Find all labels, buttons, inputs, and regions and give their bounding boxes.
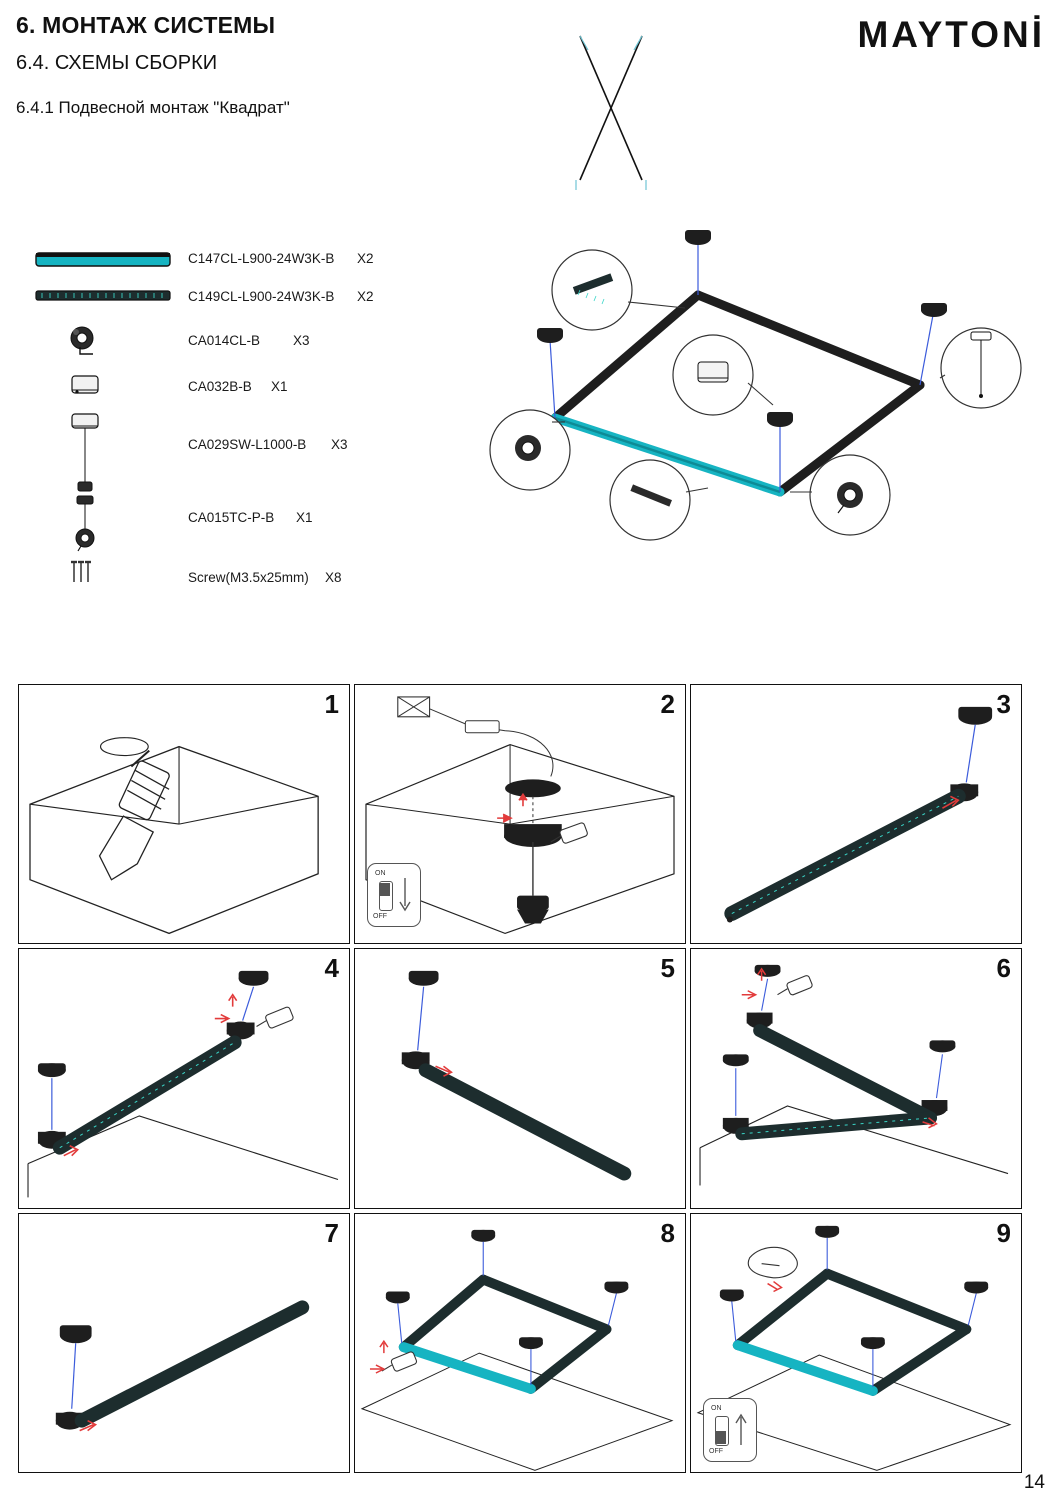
section-subtitle: 6.4. СХЕМЫ СБОРКИ — [16, 52, 218, 74]
step-number-9: 9 — [996, 1217, 1011, 1248]
cross-mark-icon — [560, 20, 670, 190]
part-code-3: CA032B-B — [188, 379, 252, 394]
step-number-3: 3 — [996, 689, 1011, 719]
step-3 — [690, 684, 1022, 944]
page-title: 6. МОНТАЖ СИСТЕМЫ — [16, 12, 276, 38]
assembly-overview-diagram — [440, 200, 1040, 600]
step-5-illustration — [355, 949, 685, 1207]
step-number-8: 8 — [660, 1217, 675, 1248]
screws-icon — [64, 558, 110, 592]
step-9 — [690, 1213, 1022, 1473]
step-number-4: 4 — [324, 953, 339, 984]
section-subtitle-2: 6.4.1 Подвесной монтаж "Квадрат" — [16, 98, 290, 117]
part-code-2: CA014CL-B — [188, 333, 261, 348]
callout-led-profile — [552, 250, 632, 330]
part-qty-6: X8 — [325, 570, 342, 585]
part-code-4: CA029SW-L1000-B — [188, 437, 307, 452]
switch-on-label-9: ON — [711, 1405, 722, 1412]
assembly-steps-grid — [18, 684, 1022, 1473]
step-6 — [690, 948, 1022, 1208]
switch-knob-9 — [716, 1431, 726, 1444]
part-qty-4: X3 — [331, 437, 348, 452]
step-7 — [18, 1213, 350, 1473]
part-qty-5: X1 — [296, 510, 313, 525]
power-switch-indicator-9 — [703, 1398, 757, 1462]
step-8-illustration — [355, 1214, 685, 1472]
step-8 — [354, 1213, 686, 1473]
step-5 — [354, 948, 686, 1208]
suspension-cable-icon — [64, 410, 110, 496]
power-switch-indicator-2 — [367, 863, 421, 927]
step-number-5: 5 — [660, 953, 675, 984]
step-number-2: 2 — [660, 689, 675, 719]
step-number-7: 7 — [324, 1217, 339, 1248]
led-profile-black-icon — [34, 286, 174, 306]
arrow-up-icon-9 — [732, 1411, 750, 1449]
power-feed-cable-icon — [64, 494, 110, 554]
switch-off-label-2: OFF — [373, 913, 387, 921]
switch-knob-2 — [380, 883, 390, 896]
part-code-1: C149CL-L900-24W3K-B — [188, 289, 335, 304]
step-2 — [354, 684, 686, 944]
step-6-illustration — [691, 949, 1021, 1207]
part-code-0: C147CL-L900-24W3K-B — [188, 251, 335, 266]
step-4-illustration — [19, 949, 349, 1207]
step-1-illustration — [19, 685, 349, 943]
step-4 — [18, 948, 350, 1208]
part-code-5: CA015TC-P-B — [188, 510, 275, 525]
step-7-illustration — [19, 1214, 349, 1472]
corner-connector-icon — [60, 320, 110, 360]
part-qty-2: X3 — [293, 333, 310, 348]
part-qty-0: X2 — [357, 251, 374, 266]
step-3-illustration — [691, 685, 1021, 943]
brand-logo: MAYTONİ — [857, 14, 1045, 55]
driver-box-icon — [62, 370, 112, 404]
step-1 — [18, 684, 350, 944]
step-number-6: 6 — [996, 953, 1011, 984]
step-number-1: 1 — [324, 689, 339, 719]
switch-off-label-9: OFF — [709, 1448, 723, 1455]
part-qty-1: X2 — [357, 289, 374, 304]
switch-on-label-2: ON — [375, 870, 386, 878]
part-code-6: Screw(M3.5x25mm) — [188, 570, 309, 585]
part-qty-3: X1 — [271, 379, 288, 394]
led-profile-cyan-icon — [34, 248, 174, 272]
callout-profile-joint — [610, 460, 690, 540]
arrow-down-icon-2 — [396, 876, 414, 914]
page-number: 14 — [1023, 1472, 1045, 1493]
